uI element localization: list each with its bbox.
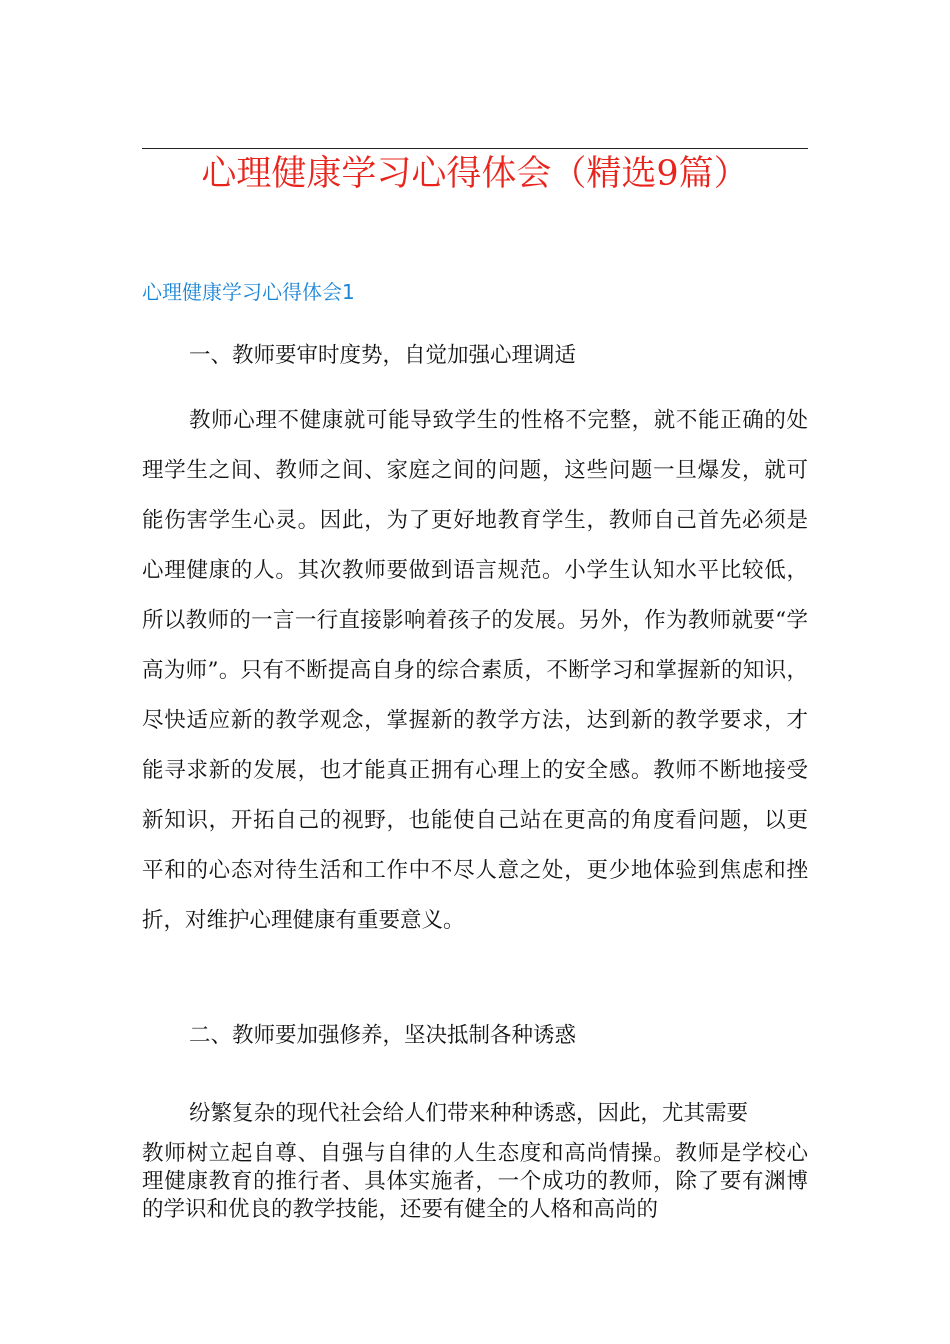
subheading-one: 一、教师要审时度势，自觉加强心理调适 xyxy=(189,343,577,368)
paragraph-one: 教师心理不健康就可能导致学生的性格不完整，就不能正确的处理学生之间、教师之间、家庭之间的问题，这些问题一旦爆发，就可能伤害学生心灵。因此，为了更好地教育学生，教师自己首先必须是心理健康的人。其次教师要做到语言规范。小学生认知水平比较低，所以教师的一言一行直接影响着孩子的发展。另外，作为教师就要“学高为师”。只有不断提高自身的综合素质，不断学习和掌握新的知识，尽快适应新的教学观念，掌握新的教学方法，达到新的教学要求，才能寻求新的发展，也才能真正拥有心理上的安全感。教师不断地接受新知识，开拓自己的视野，也能使自己站在更高的角度看问题，以更平和的心态对待生活和工作中不尽人意之处，更少地体验到焦虑和挫折，对维护心理健康有重要意义。 xyxy=(142,408,808,933)
subheading-two: 二、教师要加强修养，坚决抵制各种诱惑 xyxy=(189,1023,577,1048)
paragraph-two-body: 教师树立起自尊、自强与自律的人生态度和高尚情操。教师是学校心理健康教育的推行者、具体实施者，一个成功的教师，除了要有渊博的学识和优良的教学技能，还要有健全的人格和高尚的 xyxy=(142,1141,808,1222)
document-title: 心理健康学习心得体会（精选9篇） xyxy=(201,154,749,194)
title-rule xyxy=(142,148,808,149)
paragraph-two-first-line: 纷繁复杂的现代社会给人们带来种种诱惑，因此，尤其需要 xyxy=(189,1101,749,1126)
section-heading: 心理健康学习心得体会1 xyxy=(142,280,355,304)
